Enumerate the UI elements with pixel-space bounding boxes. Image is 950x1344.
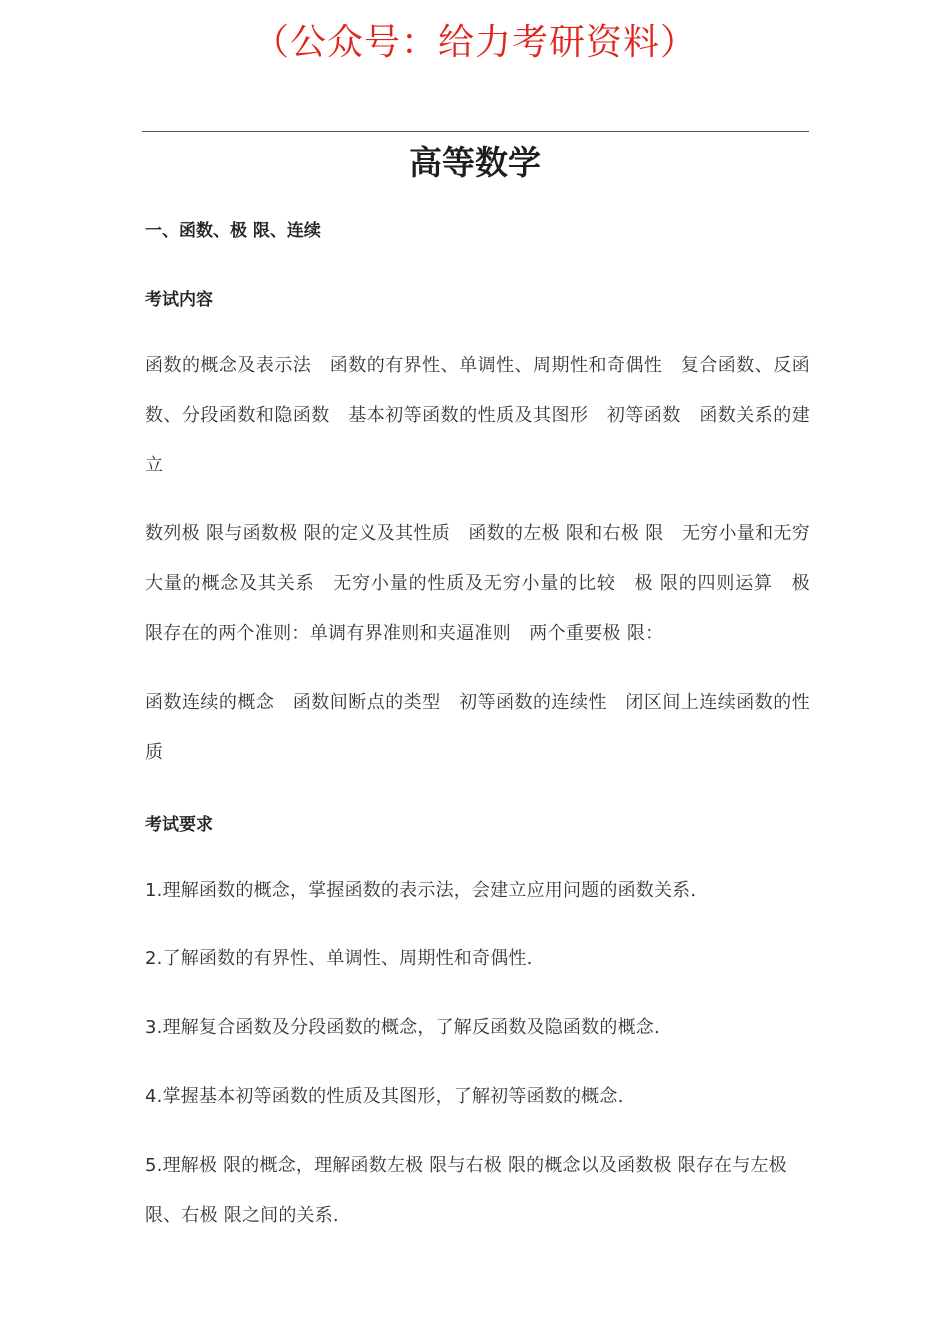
requirement-text: 理解函数的概念，掌握函数的表示法，会建立应用问题的函数关系. [162, 880, 697, 901]
requirement-text: 理解极 限的概念，理解函数左极 限与右极 限的概念以及函数极 限存在与左极 限、右极 限之间的关系. [145, 1155, 787, 1226]
exam-content-heading: 考试内容 [145, 290, 213, 310]
watermark-header: （公众号：给力考研资料） [252, 22, 697, 63]
requirement-item [145, 866, 810, 916]
requirement-number: 4. [145, 1086, 163, 1107]
requirement-text: 了解函数的有界性、单调性、周期性和奇偶性. [162, 948, 533, 969]
requirement-item [145, 1003, 810, 1053]
requirement-number: 1. [145, 880, 163, 901]
exam-content-paragraph-3: 函数连续的概念 函数间断点的类型 初等函数的连续性 闭区间上连续函数的性质 [145, 692, 810, 763]
exam-content-paragraph-1: 函数的概念及表示法 函数的有界性、单调性、周期性和奇偶性 复合函数、反函数、分段函数和隐函数 基本初等函数的性质及其图形 初等函数 函数关系的建立 [145, 355, 810, 476]
section-heading: 一、函数、极 限、连续 [145, 221, 321, 241]
document-title: 高等数学 [409, 143, 541, 182]
requirement-item [145, 1072, 810, 1122]
requirement-item [145, 1141, 810, 1241]
requirement-text: 掌握基本初等函数的性质及其图形，了解初等函数的概念. [162, 1086, 624, 1107]
requirement-number: 3. [145, 1017, 163, 1038]
requirement-number: 2. [145, 948, 163, 969]
exam-requirements-heading: 考试要求 [145, 815, 213, 835]
requirement-text: 理解复合函数及分段函数的概念，了解反函数及隐函数的概念. [162, 1017, 660, 1038]
requirement-number: 5. [145, 1155, 163, 1176]
header-divider [142, 131, 809, 132]
exam-content-paragraph-2: 数列极 限与函数极 限的定义及其性质 函数的左极 限和右极 限 无穷小量和无穷大量的概念及其关系 无穷小量的性质及无穷小量的比较 极 限的四则运算 极 限存在的两个准则：单调有界准则和夹逼准则 两个重要极 限： [145, 523, 810, 644]
requirement-item [145, 934, 810, 984]
